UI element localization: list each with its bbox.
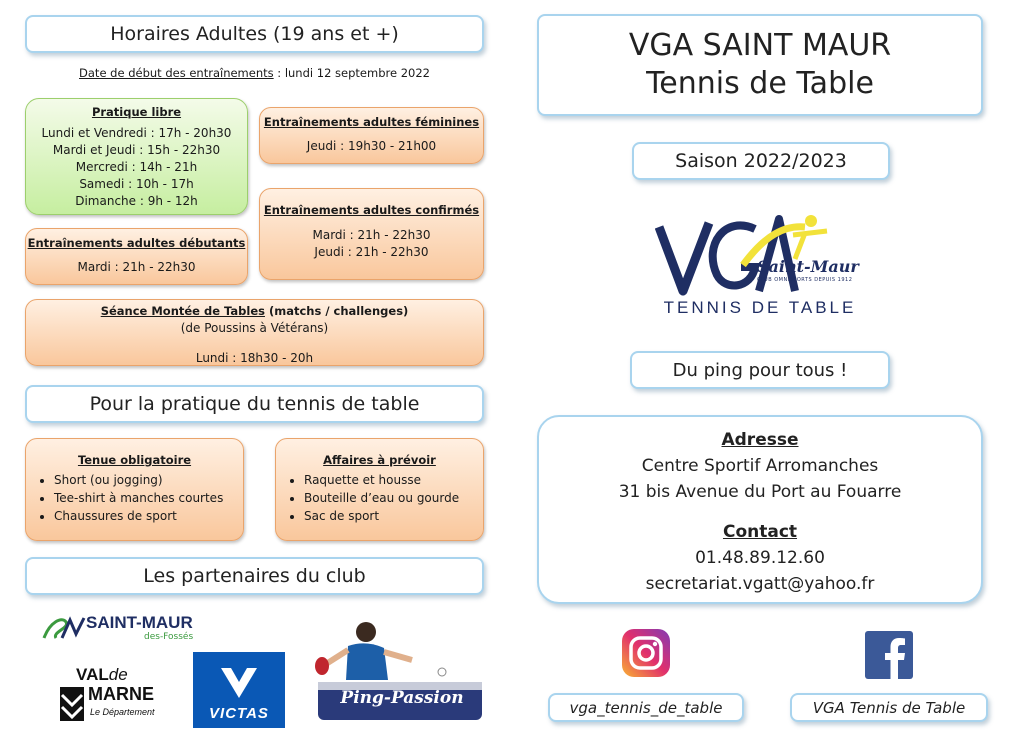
vdm-val: VAL <box>76 665 109 684</box>
box-tenue <box>25 438 244 541</box>
vga-logo-script: Saint-Maur <box>757 257 859 276</box>
vdm-departement: Le Département <box>90 707 155 717</box>
vdm-marne: MARNE <box>88 684 154 704</box>
affaires-list <box>276 471 483 525</box>
montee-time: Lundi : 18h30 - 20h <box>195 351 314 365</box>
box-debutants <box>25 228 248 285</box>
confirmes-line: Mardi : 21h - 22h30 <box>312 228 431 242</box>
instagram-handle-badge[interactable] <box>548 693 744 722</box>
saint-maur-main: SAINT-MAUR <box>86 613 193 632</box>
confirmes-title: Entraînements adultes confirmés <box>263 203 480 217</box>
tenue-item: • Chaussures de sport <box>54 507 243 525</box>
montee-title: Séance Montée de Tables <box>100 304 265 318</box>
title-line2: Tennis de Table <box>646 66 874 101</box>
header-horaires-text: Horaires Adultes (19 ans et +) <box>110 23 399 45</box>
montee-subtitle: (de Poussins à Vétérans) <box>180 321 329 335</box>
affaires-item: • Raquette et housse <box>304 471 483 489</box>
slogan-badge <box>630 351 890 389</box>
feminines-line: Jeudi : 19h30 - 21h00 <box>306 139 437 153</box>
vdm-line1 <box>76 665 128 685</box>
pratique-libre-line: Mercredi : 14h - 21h <box>75 160 198 174</box>
ping-passion-player-icon <box>312 620 484 726</box>
contact-title: Contact <box>722 522 798 542</box>
tenue-list <box>26 471 243 525</box>
season-text: Saison 2022/2023 <box>675 150 847 172</box>
start-date-label: Date de début des entraînements <box>79 66 274 80</box>
header-horaires <box>25 15 484 53</box>
victas-text: VICTAS <box>209 705 269 722</box>
confirmes-line: Jeudi : 21h - 22h30 <box>314 245 429 259</box>
box-pratique-libre <box>25 98 248 215</box>
logo-ping-passion <box>312 620 484 726</box>
tenue-title: Tenue obligatoire <box>77 453 192 467</box>
header-partenaires <box>25 557 484 595</box>
vdm-de: de <box>108 665 128 684</box>
debutants-title: Entraînements adultes débutants <box>27 236 246 250</box>
affaires-title: Affaires à prévoir <box>323 453 436 467</box>
box-confirmes <box>259 188 484 280</box>
vdm-mark-icon <box>60 687 84 721</box>
contact-email[interactable]: secretariat.vgatt@yahoo.fr <box>645 574 875 594</box>
logo-saint-maur <box>40 612 210 644</box>
vga-logo <box>655 205 865 320</box>
ping-passion-text: Ping-Passion <box>340 688 464 708</box>
pratique-libre-line: Lundi et Vendredi : 17h - 20h30 <box>41 126 232 140</box>
header-pratique-text: Pour la pratique du tennis de table <box>89 393 420 415</box>
header-partenaires-text: Les partenaires du club <box>143 565 366 587</box>
montee-title-suffix: (matchs / challenges) <box>264 304 409 318</box>
vga-emblem-icon <box>655 205 865 297</box>
start-date <box>25 66 484 80</box>
box-montee-tables <box>25 299 484 366</box>
tenue-item: • Short (ou jogging) <box>54 471 243 489</box>
logo-val-de-marne <box>60 665 160 727</box>
logo-victas <box>193 652 285 728</box>
instagram-handle: vga_tennis_de_table <box>569 698 723 717</box>
address-line: 31 bis Avenue du Port au Fouarre <box>618 482 902 502</box>
facebook-icon[interactable] <box>865 631 913 679</box>
affaires-item: • Bouteille d’eau ou gourde <box>304 489 483 507</box>
slogan-text: Du ping pour tous ! <box>672 359 848 381</box>
saint-maur-sub: des-Fossés <box>144 632 194 642</box>
header-pratique <box>25 385 484 423</box>
pratique-libre-title: Pratique libre <box>91 105 182 119</box>
box-feminines <box>259 107 484 164</box>
start-date-value: : lundi 12 septembre 2022 <box>273 66 430 80</box>
facebook-handle-badge[interactable] <box>790 693 988 722</box>
montee-title-line <box>26 303 483 320</box>
pratique-libre-line: Samedi : 10h - 17h <box>79 177 194 191</box>
pratique-libre-line: Dimanche : 9h - 12h <box>75 194 198 208</box>
address-line: Centre Sportif Arromanches <box>641 456 879 476</box>
contact-phone: 01.48.89.12.60 <box>695 548 825 568</box>
victas-v-icon <box>193 658 285 708</box>
affaires-item: • Sac de sport <box>304 507 483 525</box>
contact-card <box>537 415 983 604</box>
box-affaires <box>275 438 484 541</box>
vga-logo-caption: TENNIS DE TABLE <box>663 298 857 317</box>
sm-monogram-icon <box>40 612 90 644</box>
instagram-icon[interactable] <box>622 629 670 677</box>
title-card <box>537 14 983 116</box>
debutants-line: Mardi : 21h - 22h30 <box>77 260 196 274</box>
feminines-title: Entraînements adultes féminines <box>263 115 480 129</box>
title-line1: VGA SAINT MAUR <box>628 28 892 63</box>
pratique-libre-line: Mardi et Jeudi : 15h - 22h30 <box>52 143 221 157</box>
facebook-handle: VGA Tennis de Table <box>812 698 966 717</box>
vga-logo-tagline: CLUB OMNISPORTS DEPUIS 1912 <box>757 277 853 283</box>
address-title: Adresse <box>721 430 799 450</box>
tenue-item: • Tee-shirt à manches courtes <box>54 489 243 507</box>
season-badge <box>632 142 890 180</box>
